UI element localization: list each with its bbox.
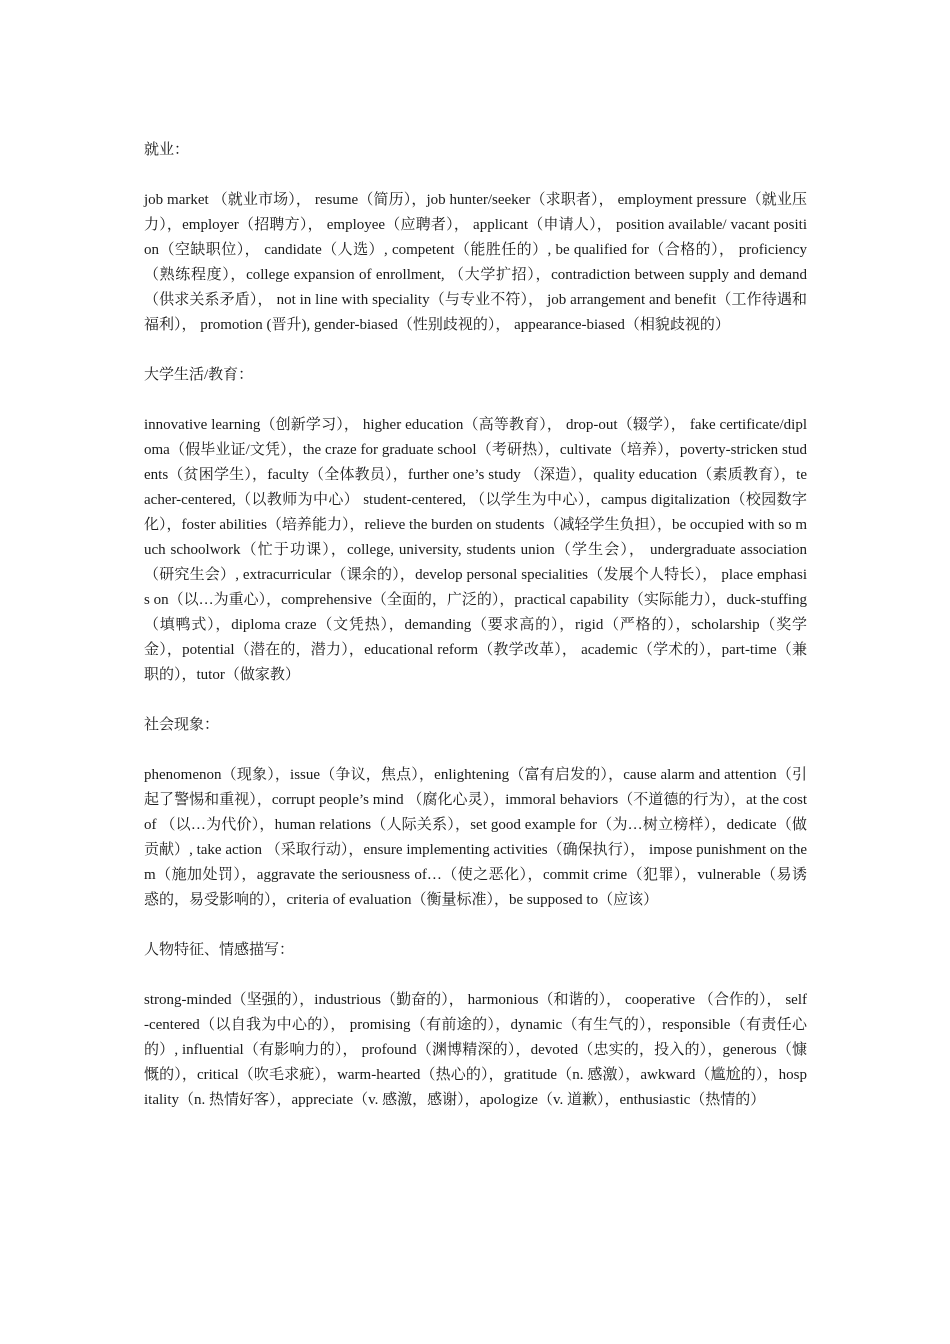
section-body: phenomenon（现象），issue（争议，焦点），enlightening（富有启发的），cause alarm and attention（引起了警惕和重视），corrupt people’s mind （腐化心灵），immoral behaviors（不道德的行为），at the cost of （以…为代价），human relations（人际关系），set good example for（为…树立榜样），dedicate（做贡献）, take action （采取行动），ensure implementing activities（确保执行）， impose punishment on them（施加处罚），aggravate the seriousness of…（使之恶化），commit crime（犯罪），vulnerable（易诱惑的，易受影响的），criteria of evaluation（衡量标准），be supposed to（应该） — [144, 767, 807, 908]
section-body: job market （就业市场）， resume（简历），job hunter/seeker（求职者）， employment pressure（就业压力），employer（招聘方）， employee（应聘者）， applicant（申请人）， position available/ vacant position（空缺职位）， candidate（人选）, competent（能胜任的）, be qualified for（合格的）， proficiency（熟练程度），college expansion of enrollment, （大学扩招），contradiction between supply and demand（供求关系矛盾）， not in line with speciality（与专业不符）， job arrangement and benefit（工作待遇和福利）， promotion (晋升), gender-biased（性别歧视的）， appearance-biased（相貌歧视的） — [144, 192, 807, 333]
section-heading: 就业： — [144, 142, 190, 158]
document-page — [144, 138, 807, 1138]
section-body: strong-minded（坚强的），industrious（勤奋的）， harmonious（和谐的）， cooperative （合作的）， self-centered（以自我为中心的）， promising（有前途的），dynamic（有生气的），responsible（有责任心的）, influential（有影响力的）， profound（渊博精深的），devoted（忠实的，投入的），generous（慷慨的），critical（吹毛求疵），warm-hearted（热心的），gratitude（n. 感激），awkward（尴尬的），hospitality（n. 热情好客），appreciate（v. 感激，感谢），apologize（v. 道歉），enthusiastic（热情的） — [144, 992, 807, 1108]
section-heading: 社会现象： — [144, 717, 220, 733]
section-social-phenomena — [144, 713, 807, 913]
section-heading: 大学生活/教育： — [144, 367, 254, 383]
section-employment — [144, 138, 807, 338]
section-college-life-education — [144, 363, 807, 688]
section-character-emotion — [144, 938, 807, 1113]
section-body: innovative learning（创新学习）， higher education（高等教育）， drop-out（辍学）， fake certificate/diploma（假毕业证/文凭），the craze for graduate school（考研热），cultivate（培养），poverty-stricken students（贫困学生），faculty（全体教员），further one’s study （深造），quality education（素质教育），teacher-centered,（以教师为中心） student-centered, （以学生为中心），campus digitalization（校园数字化），foster abilities（培养能力），relieve the burden on students（减轻学生负担），be occupied with so much schoolwork（忙于功课），college, university, students union（学生会）， undergraduate association（研究生会）, extracurricular（课余的），develop personal specialities（发展个人特长）， place emphasis on（以…为重心），comprehensive（全面的，广泛的），practical capability（实际能力），duck-stuffing（填鸭式），diploma craze（文凭热），demanding（要求高的），rigid（严格的），scholarship（奖学金），potential（潜在的，潜力），educational reform（教学改革）， academic（学术的），part-time（兼职的），tutor（做家教） — [144, 417, 807, 683]
section-heading: 人物特征、情感描写： — [144, 942, 295, 958]
